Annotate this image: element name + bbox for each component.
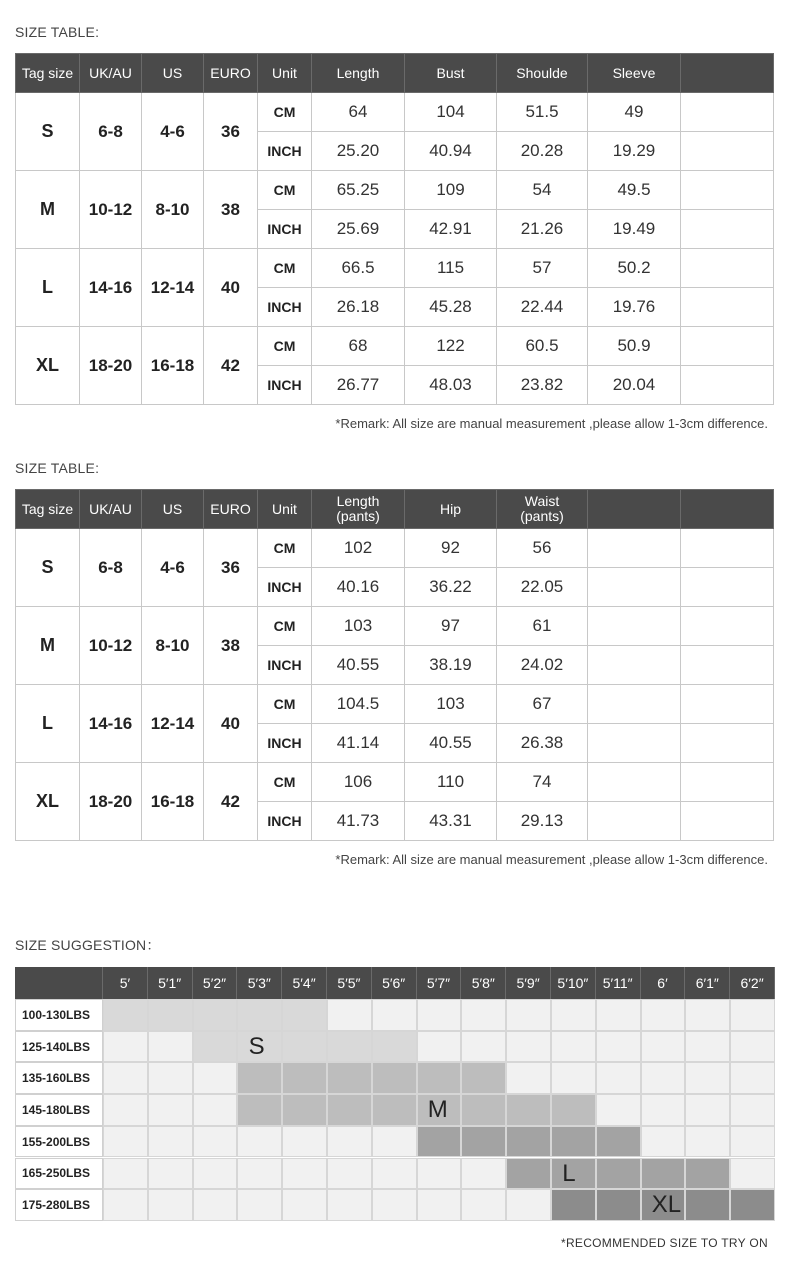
size-region-label: S <box>248 1032 265 1060</box>
grid-cell <box>372 1062 417 1094</box>
grid-cell <box>372 1158 417 1190</box>
column-header: Bust <box>405 54 497 93</box>
table-cell: INCH <box>258 646 312 685</box>
grid-cell <box>506 1158 551 1190</box>
table-cell <box>588 607 681 646</box>
table-cell <box>681 327 774 366</box>
grid-cell <box>461 999 506 1031</box>
column-header <box>588 490 681 529</box>
grid-cell <box>641 1062 686 1094</box>
grid-cell <box>148 1094 193 1126</box>
table-cell: CM <box>258 607 312 646</box>
grid-cell <box>551 999 596 1031</box>
table-cell: 109 <box>405 171 497 210</box>
table-cell: INCH <box>258 132 312 171</box>
height-header: 5′2″ <box>193 967 238 999</box>
table-cell: 38 <box>204 171 258 249</box>
table-cell <box>681 724 774 763</box>
table-cell: 36 <box>204 93 258 171</box>
table-header-row <box>16 490 774 529</box>
grid-cell <box>551 1031 596 1063</box>
grid-cell <box>372 1094 417 1126</box>
grid-cell <box>193 1031 238 1063</box>
grid-cell <box>193 1126 238 1158</box>
grid-cell <box>237 1062 282 1094</box>
table-cell: 61 <box>497 607 588 646</box>
table-cell: 50.2 <box>588 249 681 288</box>
table-cell: 26.38 <box>497 724 588 763</box>
table-cell: 19.29 <box>588 132 681 171</box>
table-cell: 18-20 <box>80 763 142 841</box>
table-cell: 97 <box>405 607 497 646</box>
column-header: UK/AU <box>80 490 142 529</box>
table-cell: CM <box>258 529 312 568</box>
table-cell: 48.03 <box>405 366 497 405</box>
grid-cell <box>193 999 238 1031</box>
grid-cell <box>506 1189 551 1221</box>
grid-cell <box>282 1062 327 1094</box>
height-header: 6′2″ <box>730 967 775 999</box>
grid-cell <box>730 1126 775 1158</box>
grid-cell <box>103 1031 148 1063</box>
grid-cell <box>237 1189 282 1221</box>
size-region-label: XL <box>651 1191 682 1219</box>
table-cell <box>588 568 681 607</box>
table-cell: 29.13 <box>497 802 588 841</box>
grid-cell <box>685 999 730 1031</box>
table-cell: 8-10 <box>142 171 204 249</box>
size-suggestion-grid <box>15 967 775 1221</box>
column-header: Length (pants) <box>312 490 405 529</box>
grid-cell <box>461 1158 506 1190</box>
grid-cell <box>327 1031 372 1063</box>
grid-cell <box>103 1158 148 1190</box>
grid-cell <box>327 999 372 1031</box>
height-header: 5′4″ <box>282 967 327 999</box>
table-cell: 21.26 <box>497 210 588 249</box>
table-cell: XL <box>16 763 80 841</box>
table-cell: 57 <box>497 249 588 288</box>
grid-cell <box>237 1158 282 1190</box>
table-cell: 12-14 <box>142 685 204 763</box>
weight-label: 145-180LBS <box>15 1094 103 1126</box>
table-cell: 40 <box>204 685 258 763</box>
table-cell: 38 <box>204 607 258 685</box>
table-cell: 16-18 <box>142 327 204 405</box>
grid-cell <box>551 1189 596 1221</box>
table-cell: 51.5 <box>497 93 588 132</box>
grid-cell <box>148 1031 193 1063</box>
grid-cell <box>685 1126 730 1158</box>
grid-cell <box>282 999 327 1031</box>
size-table-pants <box>15 489 774 841</box>
grid-cell <box>685 1031 730 1063</box>
table-cell: 42 <box>204 327 258 405</box>
grid-cell <box>596 1158 641 1190</box>
grid-cell <box>461 1189 506 1221</box>
table-cell: INCH <box>258 568 312 607</box>
grid-cell <box>148 1189 193 1221</box>
table-cell: 4-6 <box>142 529 204 607</box>
grid-cell <box>103 1189 148 1221</box>
column-header: Length <box>312 54 405 93</box>
grid-cell <box>282 1158 327 1190</box>
grid-cell <box>103 1062 148 1094</box>
table-cell: 36.22 <box>405 568 497 607</box>
grid-cell <box>417 1189 462 1221</box>
table-row <box>16 685 774 724</box>
column-header: US <box>142 54 204 93</box>
grid-cell <box>641 1158 686 1190</box>
grid-cell <box>596 1094 641 1126</box>
table-cell: 74 <box>497 763 588 802</box>
table-cell: 42.91 <box>405 210 497 249</box>
grid-cell <box>461 1094 506 1126</box>
column-header: Unit <box>258 54 312 93</box>
table-cell: 67 <box>497 685 588 724</box>
table-cell: INCH <box>258 210 312 249</box>
table-row <box>16 249 774 288</box>
grid-cell <box>551 1094 596 1126</box>
table-cell: 40.16 <box>312 568 405 607</box>
grid-cell <box>596 1031 641 1063</box>
recommended-note: *RECOMMENDED SIZE TO TRY ON <box>560 1236 768 1250</box>
grid-cell <box>103 1094 148 1126</box>
grid-cell <box>237 1126 282 1158</box>
grid-cell <box>372 999 417 1031</box>
grid-cell <box>596 999 641 1031</box>
height-header: 5′ <box>103 967 148 999</box>
grid-cell <box>193 1062 238 1094</box>
grid-cell <box>730 1062 775 1094</box>
table-cell: 12-14 <box>142 249 204 327</box>
table-cell: S <box>16 93 80 171</box>
table-cell <box>681 366 774 405</box>
table-cell: 22.05 <box>497 568 588 607</box>
table-cell: 122 <box>405 327 497 366</box>
size-table-top <box>15 53 774 405</box>
grid-cell <box>237 1094 282 1126</box>
table-cell: 26.77 <box>312 366 405 405</box>
grid-cell <box>327 1189 372 1221</box>
table-cell: 104.5 <box>312 685 405 724</box>
grid-cell <box>148 1126 193 1158</box>
table-cell: 40.55 <box>312 646 405 685</box>
grid-cell <box>730 999 775 1031</box>
table-cell: 41.14 <box>312 724 405 763</box>
table-cell: 110 <box>405 763 497 802</box>
table-cell: 60.5 <box>497 327 588 366</box>
grid-cell <box>103 999 148 1031</box>
grid-cell <box>282 1189 327 1221</box>
table-cell <box>681 93 774 132</box>
grid-cell <box>461 1031 506 1063</box>
table-row <box>16 93 774 132</box>
table-cell <box>588 685 681 724</box>
table-cell: 6-8 <box>80 529 142 607</box>
table-cell: 23.82 <box>497 366 588 405</box>
grid-cell <box>730 1031 775 1063</box>
size-table-title: SIZE TABLE: <box>15 24 100 40</box>
table-cell: CM <box>258 327 312 366</box>
table-cell: 45.28 <box>405 288 497 327</box>
grid-cell <box>506 999 551 1031</box>
grid-cell <box>148 1062 193 1094</box>
table-cell: 6-8 <box>80 93 142 171</box>
table-row <box>16 763 774 802</box>
column-header: Tag size <box>16 490 80 529</box>
table-cell <box>681 210 774 249</box>
table-cell <box>588 763 681 802</box>
grid-cell <box>730 1189 775 1221</box>
table-cell: M <box>16 171 80 249</box>
grid-cell <box>103 1126 148 1158</box>
weight-label: 155-200LBS <box>15 1126 103 1158</box>
remark-text: *Remark: All size are manual measurement ,please allow 1-3cm difference. <box>335 416 768 431</box>
grid-cell <box>372 1189 417 1221</box>
table-cell: 104 <box>405 93 497 132</box>
table-cell: XL <box>16 327 80 405</box>
grid-cell <box>417 1158 462 1190</box>
table-header-row <box>16 54 774 93</box>
table-cell: S <box>16 529 80 607</box>
table-cell <box>681 288 774 327</box>
weight-label: 175-280LBS <box>15 1189 103 1221</box>
table-cell: 25.20 <box>312 132 405 171</box>
table-cell: 26.18 <box>312 288 405 327</box>
table-cell: 20.28 <box>497 132 588 171</box>
table-cell: 4-6 <box>142 93 204 171</box>
column-header <box>681 490 774 529</box>
column-header: EURO <box>204 54 258 93</box>
table-cell: 115 <box>405 249 497 288</box>
table-cell: 25.69 <box>312 210 405 249</box>
column-header: US <box>142 490 204 529</box>
table-cell: 40.94 <box>405 132 497 171</box>
grid-cell <box>641 999 686 1031</box>
column-header: Hip <box>405 490 497 529</box>
grid-cell <box>148 1158 193 1190</box>
grid-cell <box>596 1126 641 1158</box>
grid-corner-header <box>15 967 103 999</box>
table-cell: L <box>16 249 80 327</box>
table-cell <box>681 568 774 607</box>
table-cell: 20.04 <box>588 366 681 405</box>
table-cell: 19.76 <box>588 288 681 327</box>
table-cell: INCH <box>258 366 312 405</box>
table-cell: INCH <box>258 724 312 763</box>
grid-cell <box>730 1158 775 1190</box>
table-cell: CM <box>258 171 312 210</box>
remark-text: *Remark: All size are manual measurement ,please allow 1-3cm difference. <box>335 852 768 867</box>
table-cell: 49 <box>588 93 681 132</box>
column-header: Shoulde <box>497 54 588 93</box>
column-header: Unit <box>258 490 312 529</box>
table-cell: 49.5 <box>588 171 681 210</box>
grid-cell <box>193 1158 238 1190</box>
grid-cell <box>506 1031 551 1063</box>
column-header: UK/AU <box>80 54 142 93</box>
weight-label: 165-250LBS <box>15 1158 103 1190</box>
grid-cell <box>596 1062 641 1094</box>
grid-cell <box>327 1062 372 1094</box>
table-cell: 10-12 <box>80 607 142 685</box>
height-header: 5′10″ <box>551 967 596 999</box>
table-cell: 50.9 <box>588 327 681 366</box>
table-cell: 103 <box>405 685 497 724</box>
table-cell: 92 <box>405 529 497 568</box>
grid-cell <box>730 1094 775 1126</box>
height-header: 5′3″ <box>237 967 282 999</box>
table-cell <box>681 171 774 210</box>
grid-cell <box>327 1158 372 1190</box>
table-cell: CM <box>258 249 312 288</box>
table-cell: 56 <box>497 529 588 568</box>
table-cell: M <box>16 607 80 685</box>
height-header: 5′5″ <box>327 967 372 999</box>
column-header: Sleeve <box>588 54 681 93</box>
table-cell <box>681 685 774 724</box>
table-cell: 42 <box>204 763 258 841</box>
grid-cell <box>641 1126 686 1158</box>
height-header: 5′6″ <box>372 967 417 999</box>
height-header: 5′9″ <box>506 967 551 999</box>
height-header: 5′1″ <box>148 967 193 999</box>
grid-cell <box>372 1126 417 1158</box>
table-cell: INCH <box>258 288 312 327</box>
grid-cell <box>685 1189 730 1221</box>
grid-cell <box>641 1094 686 1126</box>
table-cell <box>588 529 681 568</box>
grid-cell <box>641 1031 686 1063</box>
height-header: 5′11″ <box>596 967 641 999</box>
table-cell: L <box>16 685 80 763</box>
grid-cell <box>506 1062 551 1094</box>
table-cell: 64 <box>312 93 405 132</box>
table-cell: 54 <box>497 171 588 210</box>
grid-cell <box>148 999 193 1031</box>
table-cell: 106 <box>312 763 405 802</box>
grid-cell <box>685 1158 730 1190</box>
column-header: EURO <box>204 490 258 529</box>
height-header: 6′ <box>641 967 686 999</box>
weight-label: 100-130LBS <box>15 999 103 1031</box>
table-cell: 38.19 <box>405 646 497 685</box>
grid-cell <box>596 1189 641 1221</box>
table-cell: 22.44 <box>497 288 588 327</box>
column-header <box>681 54 774 93</box>
weight-label: 125-140LBS <box>15 1031 103 1063</box>
grid-cell <box>282 1126 327 1158</box>
size-suggestion-title: SIZE SUGGESTION： <box>15 937 161 953</box>
table-cell: 16-18 <box>142 763 204 841</box>
size-table-title: SIZE TABLE: <box>15 460 100 476</box>
table-cell: 102 <box>312 529 405 568</box>
table-cell <box>681 249 774 288</box>
table-cell <box>681 802 774 841</box>
table-cell: CM <box>258 93 312 132</box>
grid-cell <box>417 1031 462 1063</box>
grid-cell <box>417 999 462 1031</box>
table-cell <box>681 646 774 685</box>
table-cell: 68 <box>312 327 405 366</box>
table-cell: 24.02 <box>497 646 588 685</box>
table-cell: 14-16 <box>80 685 142 763</box>
grid-cell <box>282 1031 327 1063</box>
grid-cell <box>551 1062 596 1094</box>
table-cell: 40 <box>204 249 258 327</box>
height-header: 6′1″ <box>685 967 730 999</box>
grid-cell <box>461 1062 506 1094</box>
table-cell: 36 <box>204 529 258 607</box>
grid-cell <box>193 1094 238 1126</box>
table-cell: CM <box>258 685 312 724</box>
table-row <box>16 171 774 210</box>
table-cell <box>588 646 681 685</box>
grid-cell <box>372 1031 417 1063</box>
column-header: Tag size <box>16 54 80 93</box>
column-header: Waist (pants) <box>497 490 588 529</box>
grid-cell <box>193 1189 238 1221</box>
table-cell <box>681 607 774 646</box>
table-cell: 43.31 <box>405 802 497 841</box>
table-cell: INCH <box>258 802 312 841</box>
grid-cell <box>685 1062 730 1094</box>
grid-cell <box>327 1094 372 1126</box>
table-cell: 18-20 <box>80 327 142 405</box>
table-cell <box>681 132 774 171</box>
grid-cell <box>461 1126 506 1158</box>
table-row <box>16 607 774 646</box>
table-cell: 14-16 <box>80 249 142 327</box>
table-cell: 103 <box>312 607 405 646</box>
table-cell: 66.5 <box>312 249 405 288</box>
grid-cell <box>506 1126 551 1158</box>
table-cell: 40.55 <box>405 724 497 763</box>
table-cell <box>588 724 681 763</box>
height-header: 5′8″ <box>461 967 506 999</box>
size-region-label: M <box>427 1096 448 1124</box>
table-cell: 65.25 <box>312 171 405 210</box>
table-cell: 41.73 <box>312 802 405 841</box>
table-row <box>16 327 774 366</box>
grid-cell <box>237 999 282 1031</box>
weight-label: 135-160LBS <box>15 1062 103 1094</box>
grid-cell <box>417 1062 462 1094</box>
grid-cell <box>327 1126 372 1158</box>
table-row <box>16 529 774 568</box>
grid-cell <box>282 1094 327 1126</box>
table-cell <box>681 529 774 568</box>
table-cell <box>588 802 681 841</box>
table-cell: 19.49 <box>588 210 681 249</box>
table-cell <box>681 763 774 802</box>
grid-cell <box>417 1126 462 1158</box>
table-cell: 10-12 <box>80 171 142 249</box>
grid-cell <box>506 1094 551 1126</box>
height-header: 5′7″ <box>417 967 462 999</box>
grid-cell <box>685 1094 730 1126</box>
table-cell: CM <box>258 763 312 802</box>
table-cell: 8-10 <box>142 607 204 685</box>
grid-cell <box>551 1126 596 1158</box>
size-region-label: L <box>562 1159 576 1187</box>
